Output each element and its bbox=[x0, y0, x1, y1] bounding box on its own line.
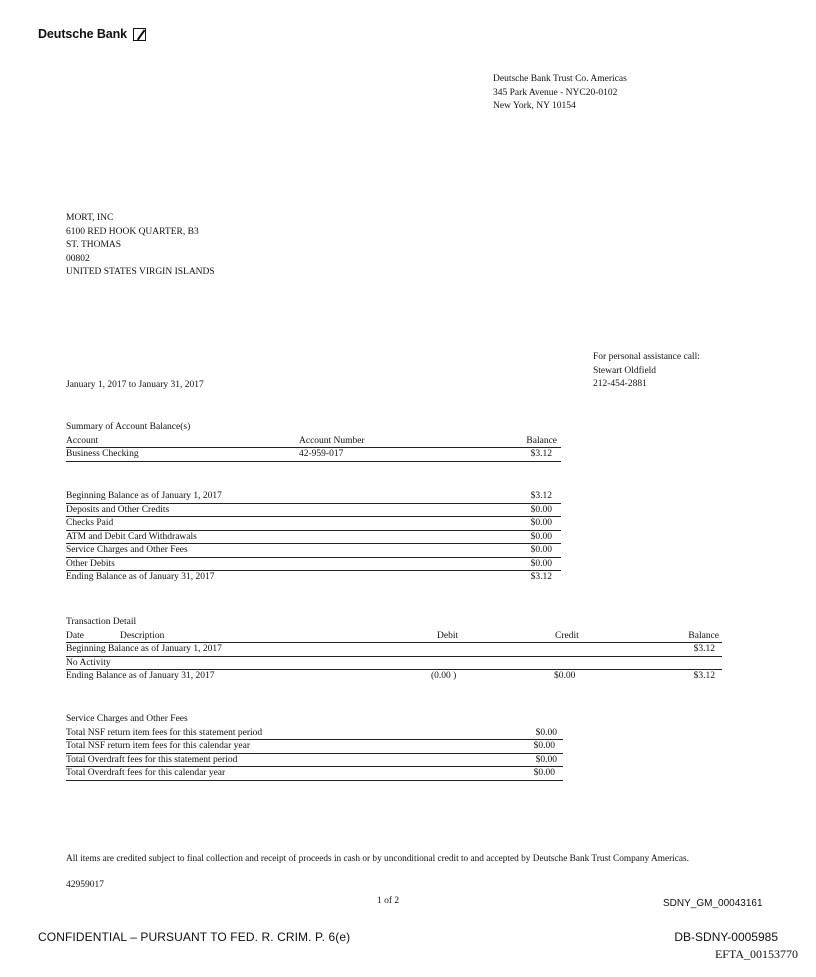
transaction-ending-balance: $3.12 bbox=[693, 671, 715, 681]
customer-address-line: 00802 bbox=[66, 253, 90, 264]
customer-address bbox=[66, 212, 215, 280]
summary-title: Summary of Account Balance(s) bbox=[66, 422, 191, 432]
balance-label: Checks Paid bbox=[66, 518, 114, 528]
fee-label: Total NSF return item fees for this calendar year bbox=[66, 741, 250, 751]
account-balance: $3.12 bbox=[530, 449, 552, 459]
transaction-beginning-balance: $3.12 bbox=[693, 644, 715, 654]
transaction-detail bbox=[66, 616, 726, 688]
no-activity: No Activity bbox=[66, 657, 111, 668]
bank-address-line: 345 Park Avenue - NYC20-0102 bbox=[493, 87, 618, 98]
header-account: Account bbox=[66, 435, 99, 446]
confidential-notice: CONFIDENTIAL – PURSUANT TO FED. R. CRIM. P. 6(e) bbox=[38, 930, 351, 944]
customer-address-line: ST. THOMAS bbox=[66, 240, 122, 250]
account-summary bbox=[66, 421, 566, 466]
balance-value: $3.12 bbox=[530, 572, 552, 582]
balance-value: $0.00 bbox=[530, 531, 552, 542]
header-description: Description bbox=[120, 630, 165, 641]
header-balance: Balance bbox=[688, 630, 719, 641]
bank-address-line: New York, NY 10154 bbox=[493, 101, 576, 111]
contact-line: Stewart Oldfield bbox=[593, 365, 657, 376]
fee-value: $0.00 bbox=[533, 741, 555, 751]
balance-value: $0.00 bbox=[530, 504, 552, 515]
balance-value: $3.12 bbox=[530, 491, 552, 501]
header-debit: Debit bbox=[437, 630, 459, 641]
transaction-beginning-label: Beginning Balance as of January 1, 2017 bbox=[66, 644, 222, 654]
balance-value: $0.00 bbox=[530, 545, 552, 555]
customer-address-line: 6100 RED HOOK QUARTER, B3 bbox=[66, 226, 199, 237]
account-name: Business Checking bbox=[66, 449, 139, 459]
fee-value: $0.00 bbox=[535, 727, 557, 738]
bates-efta: EFTA_00153770 bbox=[714, 947, 798, 961]
balance-label: Other Debits bbox=[66, 558, 115, 569]
bates-db-sdny: DB-SDNY-0005985 bbox=[674, 930, 778, 944]
fee-label: Total NSF return item fees for this statement period bbox=[66, 727, 263, 738]
balance-label: Ending Balance as of January 31, 2017 bbox=[66, 572, 215, 582]
bank-address-line: Deutsche Bank Trust Co. Americas bbox=[493, 74, 627, 84]
balance-label: Deposits and Other Credits bbox=[66, 504, 170, 515]
balance-summary bbox=[66, 490, 566, 586]
slash-square-icon bbox=[133, 28, 146, 41]
bates-sdny-gm: SDNY_GM_00043161 bbox=[663, 898, 763, 909]
transaction-ending-debit: (0.00 ) bbox=[431, 671, 457, 681]
fee-label: Total Overdraft fees for this calendar year bbox=[66, 768, 226, 778]
account-reference: 42959017 bbox=[66, 880, 104, 890]
balance-label: Service Charges and Other Fees bbox=[66, 545, 188, 555]
fee-value: $0.00 bbox=[533, 768, 555, 778]
customer-address-line: UNITED STATES VIRGIN ISLANDS bbox=[66, 267, 215, 277]
fee-label: Total Overdraft fees for this statement period bbox=[66, 754, 238, 765]
header-credit: Credit bbox=[555, 630, 579, 641]
statement-period: January 1, 2017 to January 31, 2017 bbox=[66, 380, 204, 390]
deutsche-bank-logo bbox=[38, 27, 146, 41]
header-balance: Balance bbox=[526, 435, 557, 446]
bank-address bbox=[493, 73, 627, 114]
contact-line: 212-454-2881 bbox=[593, 379, 647, 389]
customer-address-line: MORT, INC bbox=[66, 213, 114, 223]
balance-value: $0.00 bbox=[530, 558, 552, 569]
account-number: 42-959-017 bbox=[299, 449, 344, 459]
service-fees bbox=[66, 713, 566, 785]
balance-value: $0.00 bbox=[530, 518, 552, 528]
transaction-ending-label: Ending Balance as of January 31, 2017 bbox=[66, 671, 215, 681]
page-number: 1 of 2 bbox=[377, 896, 400, 906]
fees-title: Service Charges and Other Fees bbox=[66, 714, 188, 724]
balance-label: ATM and Debit Card Withdrawals bbox=[66, 531, 197, 542]
balance-label: Beginning Balance as of January 1, 2017 bbox=[66, 491, 222, 501]
header-date: Date bbox=[66, 630, 84, 641]
header-account-number: Account Number bbox=[299, 435, 365, 446]
contact-info bbox=[593, 351, 700, 392]
contact-line: For personal assistance call: bbox=[593, 352, 700, 362]
fee-value: $0.00 bbox=[535, 754, 557, 765]
transaction-ending-credit: $0.00 bbox=[554, 671, 576, 681]
logo-text: Deutsche Bank bbox=[38, 27, 128, 41]
transaction-title: Transaction Detail bbox=[66, 617, 137, 627]
disclaimer: All items are credited subject to final collection and receipt of proceeds in cash or by unconditional credit to and accepted by Deutsche Bank Trust Company Americas. bbox=[66, 854, 689, 864]
